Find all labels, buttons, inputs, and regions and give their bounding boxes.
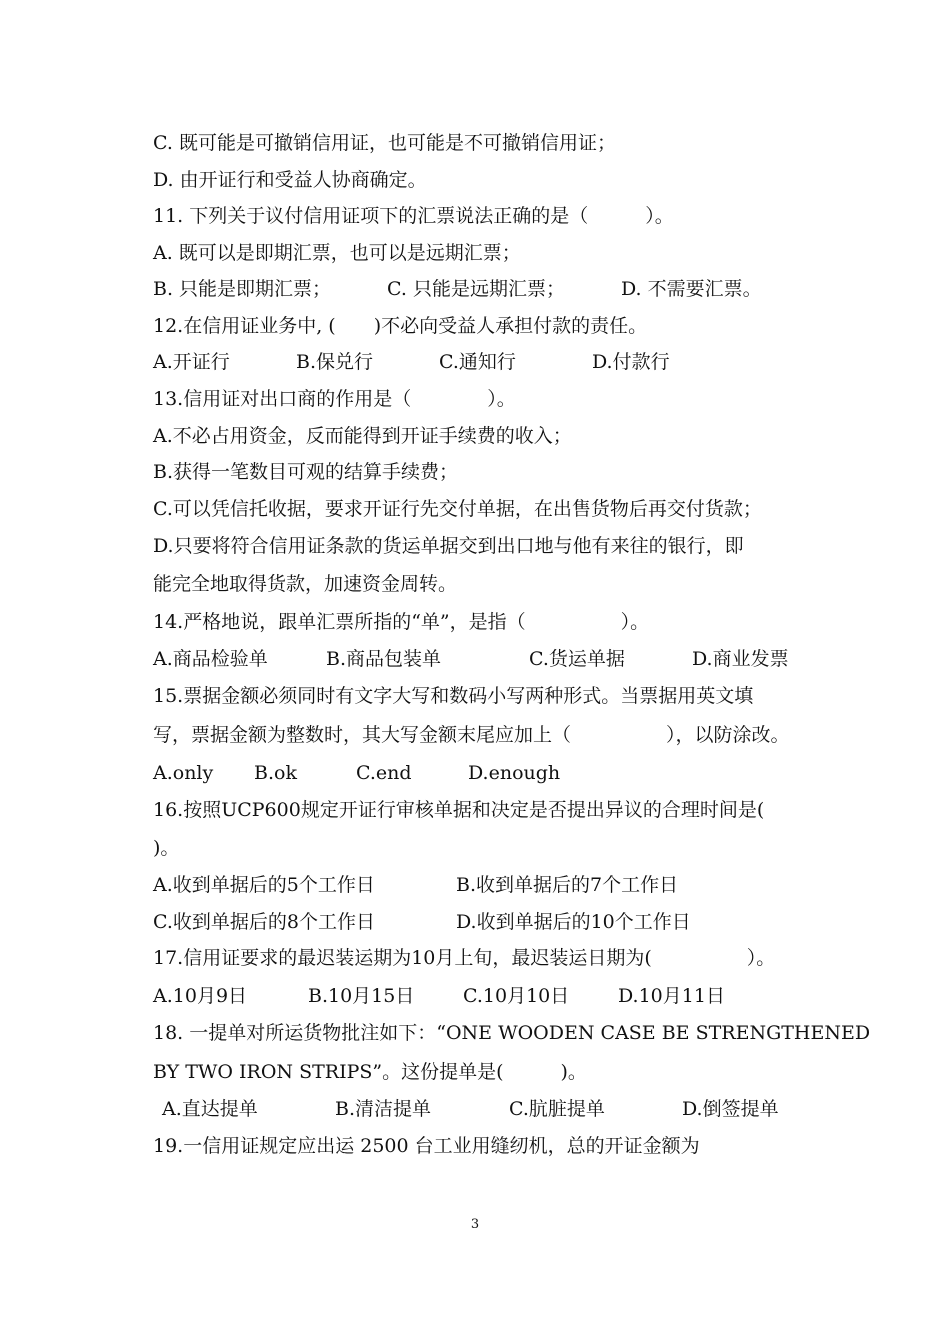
q13-option-d: D.只要将符合信用证条款的货运单据交到出口地与他有来往的银行，即 [153,535,744,557]
q18-option-b: B.清洁提单 [335,1098,432,1120]
page-number: 3 [470,1217,480,1232]
q16-stem-cont: )。 [153,837,180,859]
q13-option-c: C.可以凭信托收据，要求开证行先交付单据，在出售货物后再交付货款； [153,498,762,520]
q17-option-c: C.10月10日 [463,985,570,1007]
q12-option-b: B.保兑行 [296,351,374,373]
q10-option-c: C. 既可能是可撤销信用证，也可能是不可撤销信用证； [153,132,616,154]
q15-option-c: C.end [356,762,412,784]
q11-option-a: A. 既可以是即期汇票，也可以是远期汇票； [153,242,521,264]
q15-stem: 15.票据金额必须同时有文字大写和数码小写两种形式。当票据用英文填 [153,685,754,707]
q17-option-a: A.10月9日 [153,985,248,1007]
q11-option-b: B. 只能是即期汇票； [153,278,332,300]
q11-option-c: C. 只能是远期汇票； [387,278,565,300]
q11-option-d: D. 不需要汇票。 [621,278,762,300]
q11-stem: 11. 下列关于议付信用证项下的汇票说法正确的是（ ）。 [153,205,674,227]
q16-stem: 16.按照UCP600规定开证行审核单据和决定是否提出异议的合理时间是( [153,799,765,821]
q16-option-c: C.收到单据后的8个工作日 [153,911,375,933]
q18-option-c: C.肮脏提单 [509,1098,605,1120]
q13-option-d-cont: 能完全地取得货款，加速资金周转。 [153,573,458,595]
q15-option-d: D.enough [468,762,561,784]
q10-option-d: D. 由开证行和受益人协商确定。 [153,169,427,191]
q15-option-a: A.only [153,762,214,784]
q19-stem: 19.一信用证规定应出运 2500 台工业用缝纫机，总的开证金额为 [153,1135,700,1157]
q14-option-d: D.商业发票 [692,648,789,670]
q16-option-a: A.收到单据后的5个工作日 [153,874,375,896]
q18-option-a: A.直达提单 [162,1098,258,1120]
q18-stem-cont: BY TWO IRON STRIPS”。这份提单是( )。 [153,1061,587,1083]
q12-option-c: C.通知行 [439,351,516,373]
q14-option-c: C.货运单据 [529,648,625,670]
q12-option-d: D.付款行 [592,351,670,373]
q18-stem: 18. 一提单对所运货物批注如下：“ONE WOODEN CASE BE STRENGTHENED [153,1022,871,1044]
q16-option-b: B.收到单据后的7个工作日 [456,874,679,896]
q17-stem: 17.信用证要求的最迟装运期为10月上旬，最迟装运日期为( ）。 [153,947,776,969]
q13-option-a: A.不必占用资金，反而能得到开证手续费的收入； [153,425,572,447]
q17-option-d: D.10月11日 [618,985,725,1007]
q18-option-d: D.倒签提单 [682,1098,779,1120]
q13-option-b: B.获得一笔数目可观的结算手续费； [153,461,459,483]
q14-stem: 14.严格地说，跟单汇票所指的“单”，是指（ ）。 [153,611,650,633]
q14-option-b: B.商品包装单 [326,648,442,670]
q14-option-a: A.商品检验单 [153,648,268,670]
q15-option-b: B.ok [254,762,297,784]
q17-option-b: B.10月15日 [308,985,415,1007]
q16-option-d: D.收到单据后的10个工作日 [456,911,691,933]
q15-stem-cont: 写，票据金额为整数时，其大写金额末尾应加上（ ），以防涂改。 [153,724,790,746]
q12-stem: 12.在信用证业务中, ( )不必向受益人承担付款的责任。 [153,315,648,337]
q13-stem: 13.信用证对出口商的作用是（ ）。 [153,388,516,410]
q12-option-a: A.开证行 [153,351,230,373]
